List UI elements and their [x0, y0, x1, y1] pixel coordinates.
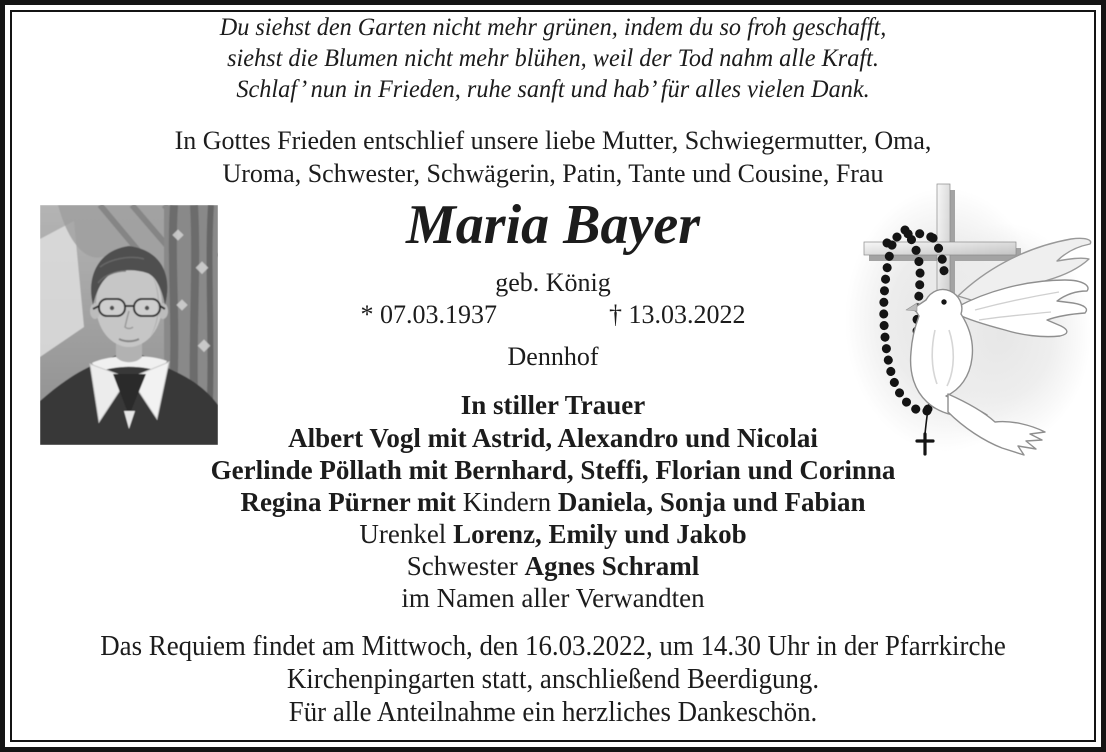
- family-name-segment: Regina Pürner mit: [240, 487, 463, 517]
- family-line: [0, 518, 1106, 550]
- mourning-header: In stiller Trauer: [460, 390, 646, 420]
- family-line: [0, 550, 1106, 582]
- family-name-segment: Agnes Schraml: [524, 551, 700, 581]
- text-line: Du siehst den Garten nicht mehr grünen, indem du so froh geschafft,: [219, 14, 887, 41]
- text-line: siehst die Blumen nicht mehr blühen, weil der Tod nahm alle Kraft.: [227, 45, 879, 72]
- deceased-name: Maria Bayer: [406, 194, 700, 256]
- text-line: Kirchenpingarten statt, anschließend Beerdigung.: [286, 664, 820, 695]
- family-name-segment: Schwester: [406, 551, 525, 581]
- family-name-segment: Daniela, Sonja und Fabian: [557, 487, 866, 517]
- funeral-information: [0, 630, 1106, 729]
- text-line: Uroma, Schwester, Schwägerin, Patin, Tante und Cousine, Frau: [222, 159, 884, 188]
- place-of-residence: Dennhof: [507, 342, 599, 371]
- portrait-photo: [40, 205, 218, 445]
- death-date: † 13.03.2022: [609, 300, 746, 329]
- family-line: [0, 486, 1106, 518]
- family-name-segment: Lorenz, Emily und Jakob: [453, 519, 747, 549]
- memorial-poem: [0, 12, 1106, 105]
- family-name-segment: Albert Vogl mit Astrid, Alexandro und Nicolai: [288, 423, 818, 453]
- text-line: Das Requiem findet am Mittwoch, den 16.03.2022, um 14.30 Uhr in der Pfarrkirche: [100, 631, 1006, 662]
- maiden-name: geb. König: [495, 268, 611, 297]
- text-line: Schlaf’ nun in Frieden, ruhe sanft und hab’ für alles vielen Dank.: [236, 76, 870, 103]
- birth-date: * 07.03.1937: [360, 300, 497, 329]
- text-line: In Gottes Frieden entschlief unsere liebe Mutter, Schwiegermutter, Oma,: [174, 126, 932, 155]
- family-name-segment: im Namen aller Verwandten: [401, 583, 705, 613]
- memorial-artwork: [845, 180, 1095, 465]
- family-name-segment: Urenkel: [359, 519, 454, 549]
- text-line: Für alle Anteilnahme ein herzliches Dankeschön.: [288, 697, 818, 728]
- family-line: [0, 582, 1106, 614]
- family-name-segment: Gerlinde Pöllath mit Bernhard, Steffi, Florian und Corinna: [210, 455, 896, 485]
- family-name-segment: Kindern: [462, 487, 558, 517]
